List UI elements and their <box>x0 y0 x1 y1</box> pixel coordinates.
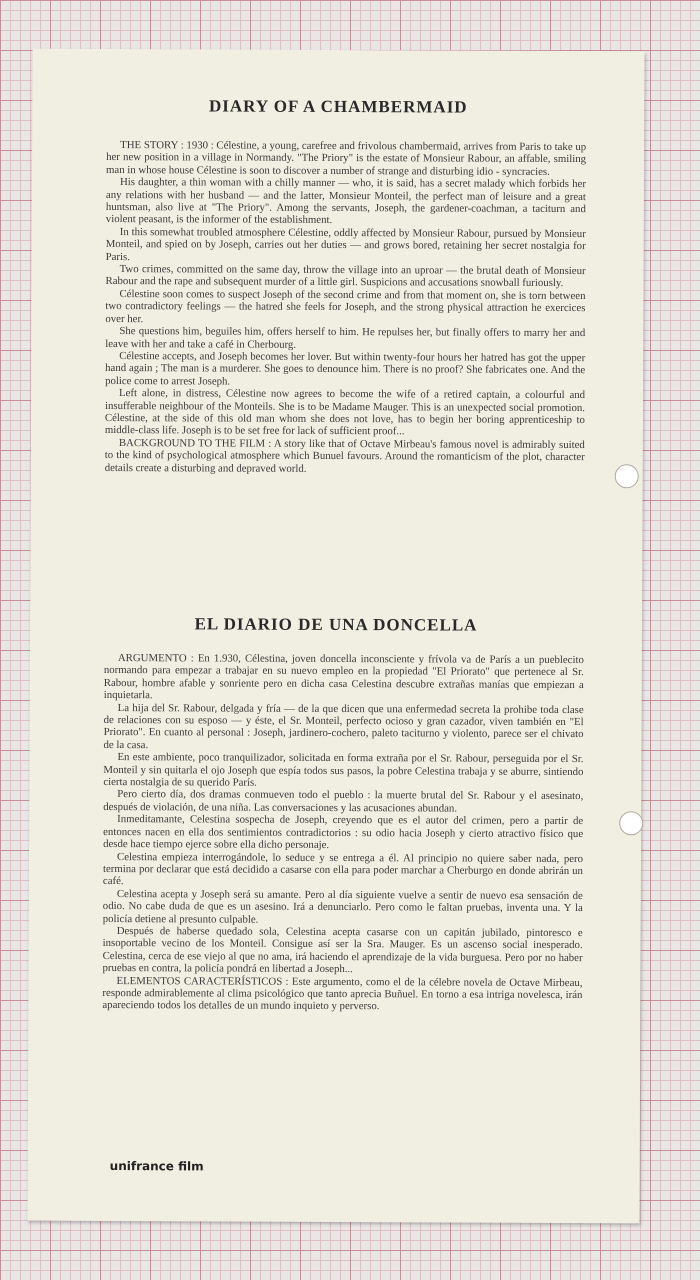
english-paragraph: Célestine accepts, and Joseph becomes her lover. But within twenty-four hours her hatred has got the upper hand again ; The man is a murderer. She goes to denounce him. There is no proof? She fabricates one. And the police come to arrest Joseph. <box>105 349 586 388</box>
english-paragraph: She questions him, beguiles him, offers herself to him. He repulses her, but finally offers to marry her and leave with her and take a café in Cherbourg. <box>105 325 586 351</box>
spanish-paragraph: La hija del Sr. Rabour, delgada y fría — de la que dicen que una enfermedad secreta la prohibe toda clase de relaciones con su esposo — y éste, el Sr. Monteil, perfecto ocioso y gran cazador, viven también en "El Priorato". En cuanto al personal : Joseph, jardinero-cochero, paleto taciturno y violento, parece ser el chivato de la casa. <box>103 701 584 752</box>
punch-hole <box>619 811 643 835</box>
english-paragraph: His daughter, a thin woman with a chilly manner — who, it is said, has a secret malady which forbids her any relations with her husband — and the latter, Monsieur Monteil, the perfect man of leisure and a great huntsman, also live at "The Priory". Among the servants, Joseph, the gardener-coachman, a taciturn and violent peasant, is the informer of the establishment. <box>105 176 586 227</box>
spanish-paragraph: Inmeditamante, Celestina sospecha de Joseph, creyendo que es el autor del crimen, pero a partir de entonces nacen en ella dos sentimientos contradictorios : su odio hacia Joseph y cierto atractivo físico que desde hace tiempo ejerce sobre ella dicho personaje. <box>103 813 584 852</box>
spanish-paragraph: ELEMENTOS CARACTERÍSTICOS : Este argumento, como el de la célebre novela de Octave Mirbeau, responde admirablemente al clima psicológico que tanto aprecia Buñuel. En torno a esa intriga novelesca, irán apareciendo todos los detalles de un mundo inquieto y perverso. <box>102 974 583 1013</box>
english-paragraph: Célestine soon comes to suspect Joseph of the second crime and from that moment on, she is torn between two contradictory feelings — the hatred she feels for Joseph, and the strong physical attraction he exercices over her. <box>105 287 586 325</box>
document-sheet <box>27 49 644 1224</box>
unifrance-logo: unifrance film <box>109 1159 204 1174</box>
spanish-paragraph: Celestina acepta y Joseph será su amante. Pero al día siguiente vuelve a sentir de nuevo esa sensación de odio. No cabe duda de que es un asesino. Irá a denunciarlo. Pero como le faltan pruebas, inventa una. Y la policía detiene al presunto culpable. <box>102 887 583 926</box>
spanish-paragraph: Pero cierto día, dos dramas conmueven todo el pueblo : la muerte brutal del Sr. Rabour y el asesinato, después de violación, de una niña. Las conversaciones y las acusaciones abundan. <box>103 788 584 815</box>
spanish-title: EL DIARIO DE UNA DONCELLA <box>194 614 478 635</box>
english-paragraph: Two crimes, committed on the same day, throw the village into an uproar — the brutal death of Monsieur Rabour and the rape and subsequent murder of a little girl. Suspicions and accusations snowball furiously. <box>105 263 586 290</box>
english-paragraph: Left alone, in distress, Célestine now agrees to become the wife of a retired captain, a colourful and insufferable neighbour of the Monteils. She is to be Madame Mauger. This is an unexpected social promotion. Célestine, at the side of this old man whom she does not love, has to begin her boring apprenticeship to middle-class life. Joseph is to be set free for lack of sufficient proof... <box>104 387 586 438</box>
spanish-body <box>102 652 584 1014</box>
spanish-paragraph: ARGUMENTO : En 1.930, Célestina, joven doncella inconsciente y frívola va de París a un pueblecito normando para empezar a trabajar en su nuevo empleo en la propiedad "El Priorato" que pertenece al Sr. Rabour, hombre afable y sonriente pero en dicha casa Celestina descubre extrañas manías que empiezan a inquietarla. <box>103 652 584 702</box>
spanish-paragraph: Después de haberse quedado sola, Celestina acepta casarse con un capitán jubilado, pintoresco e insoportable vecino de los Monteil. Consigue así ser la Sra. Mauger. Es un ascenso social inesperado. Celestina, cerca de ese viejo al que no ama, irá haciendo el aprendizaje de la vida burguesa. Pero por no haber pruebas en contra, la policía pondrá en libertad a Joseph... <box>102 924 583 976</box>
english-body <box>105 139 586 476</box>
punch-hole <box>615 464 639 488</box>
english-paragraph: In this somewhat troubled atmosphere Célestine, oddly affected by Monsieur Rabour, pursued by Monsieur Monteil, and spied on by Joseph, carries out her duties — and grows bored, retaining her secret nostalgia for Paris. <box>105 225 586 263</box>
english-paragraph: THE STORY : 1930 : Célestine, a young, carefree and frivolous chambermaid, arrives from Paris to take up her new position in a village in Normandy. "The Priory" is the estate of Monsieur Rabour, an affable, smiling man in whose house Célestine is soon to discover a number of strange and disturbing idio - syncracies. <box>106 139 587 178</box>
english-title: DIARY OF A CHAMBERMAID <box>208 96 468 117</box>
spanish-paragraph: En este ambiente, poco tranquilizador, solicitada en forma extraña por el Sr. Rabour, perseguida por el Sr. Monteil y sin quitarla el ojo Joseph que espía todos sus pasos, la pobre Celestina trabaja y se aburre, sintiendo cierta nostalgia de su querido París. <box>103 751 584 789</box>
spanish-paragraph: Celestina empieza interrogándole, lo seduce y se entrega a él. Al principio no quiere saber nada, pero termina por declarar que está decidido a casarse con ella para poder marchar a Cherburgo en donde abrirán un café. <box>102 850 584 888</box>
english-paragraph: BACKGROUND TO THE FILM : A story like that of Octave Mirbeau's famous novel is admirably suited to the kind of psychological atmosphere which Bunuel favours. Around the romanticism of the plot, character details create a disturbing and depraved world. <box>104 436 585 475</box>
